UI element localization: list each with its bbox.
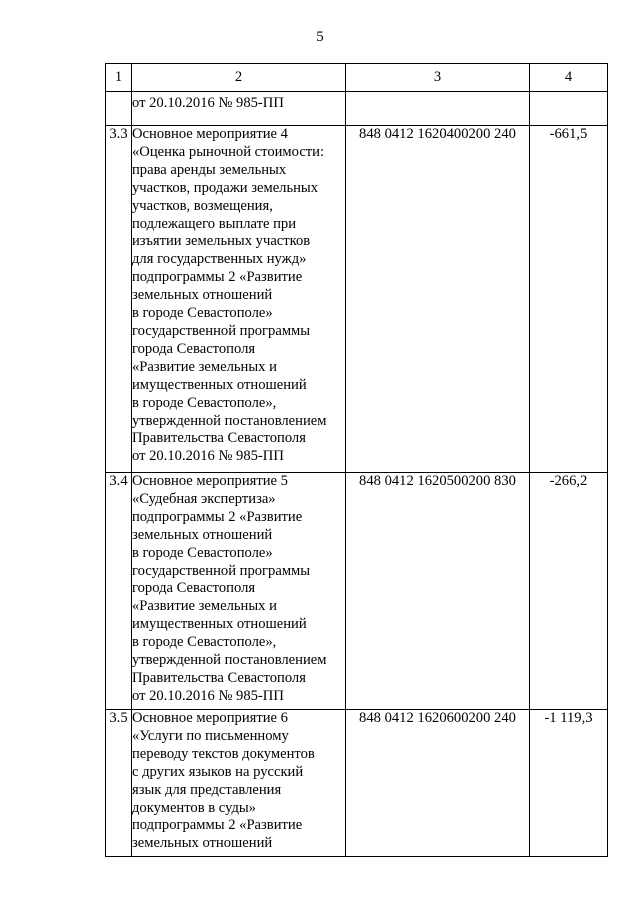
row-amount: -1 119,3 bbox=[530, 710, 608, 857]
page-number: 5 bbox=[316, 29, 324, 45]
row-number: 3.4 bbox=[106, 473, 132, 710]
row-description: Основное мероприятие 4 «Оценка рыночной стоимости: права аренды земельных участков, продажи земельных участков, возмещения, подлежащего выплате при изъятии земельных участков для государственных нужд» подпрограммы 2 «Развитие земельных отношений в городе Севастополе» государственной программы города Севастополя «Развитие земельных и имущественных отношений в городе Севастополе», утвержденной постановлением Правительства Севастополя от 20.10.2016 № 985-ПП bbox=[132, 126, 346, 473]
row-number: 3.3 bbox=[106, 126, 132, 473]
row-code: 848 0412 1620600200 240 bbox=[346, 710, 530, 857]
row-description: Основное мероприятие 5 «Судебная экспертиза» подпрограммы 2 «Развитие земельных отношений в городе Севастополе» государственной программы города Севастополя «Развитие земельных и имущественных отношений в городе Севастополе», утвержденной постановлением Правительства Севастополя от 20.10.2016 № 985-ПП bbox=[132, 473, 346, 710]
table-row-continuation bbox=[106, 92, 608, 126]
table-row bbox=[106, 126, 608, 473]
table-row bbox=[106, 473, 608, 710]
row-amount: -661,5 bbox=[530, 126, 608, 473]
column-header-4: 4 bbox=[530, 64, 608, 92]
table-header-row bbox=[106, 64, 608, 92]
column-header-2: 2 bbox=[132, 64, 346, 92]
row-code: 848 0412 1620500200 830 bbox=[346, 473, 530, 710]
row-number bbox=[106, 92, 132, 126]
row-amount: -266,2 bbox=[530, 473, 608, 710]
row-code: 848 0412 1620400200 240 bbox=[346, 126, 530, 473]
column-header-3: 3 bbox=[346, 64, 530, 92]
column-header-1: 1 bbox=[106, 64, 132, 92]
row-amount bbox=[530, 92, 608, 126]
budget-table bbox=[105, 63, 608, 857]
row-code bbox=[346, 92, 530, 126]
table-row bbox=[106, 710, 608, 857]
row-description: Основное мероприятие 6 «Услуги по письменному переводу текстов документов с других языков на русский язык для представления документов в суды» подпрограммы 2 «Развитие земельных отношений bbox=[132, 710, 346, 857]
row-description: от 20.10.2016 № 985-ПП bbox=[132, 92, 346, 126]
row-number: 3.5 bbox=[106, 710, 132, 857]
